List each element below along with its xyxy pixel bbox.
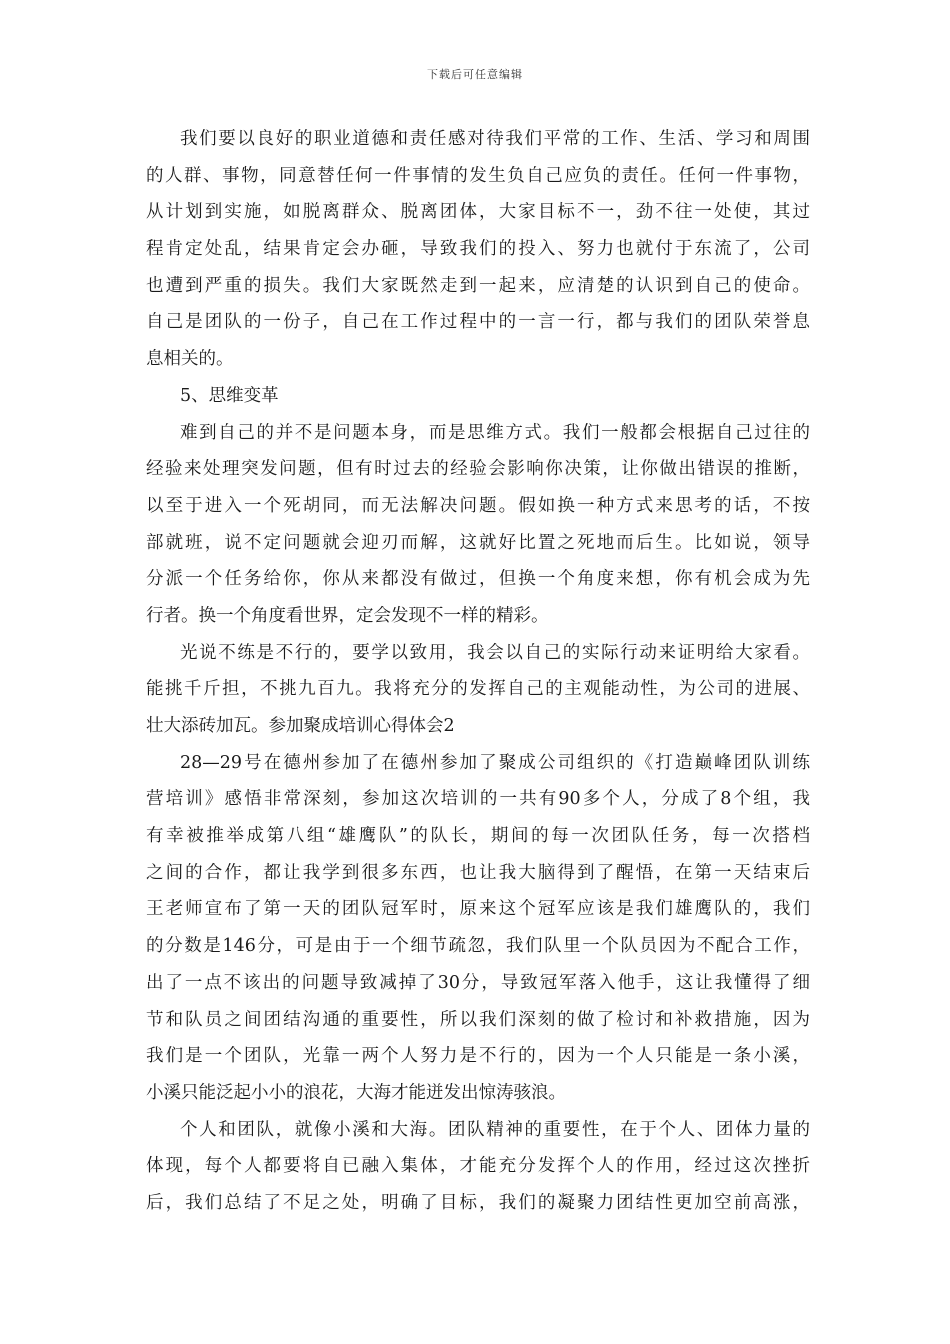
text-line: 经验来处理突发问题，但有时过去的经验会影响你决策，让你做出错误的推断， (146, 459, 810, 480)
text-line: 部就班，说不定问题就会迎刃而解，这就好比置之死地而后生。比如说，领导 (146, 532, 810, 553)
text-line: 从计划到实施，如脱离群众、脱离团体，大家目标不一，劲不往一处使，其过 (146, 202, 810, 223)
page-header: 下载后可任意编辑 (427, 68, 523, 81)
text-line: 营培训》感悟非常深刻，参加这次培训的一共有90多个人，分成了8个组，我 (146, 789, 810, 810)
document-body (146, 121, 810, 1222)
text-line: 难到自己的并不是问题本身，而是思维方式。我们一般都会根据自己过往的 (180, 422, 810, 443)
text-line: 节和队员之间团结沟通的重要性，所以我们深刻的做了检讨和补救措施，因为 (146, 1009, 810, 1030)
text-line: 28—29号在德州参加了在德州参加了聚成公司组织的《打造巅峰团队训练 (180, 752, 810, 773)
text-line: 行者。换一个角度看世界，定会发现不一样的精彩。 (146, 605, 549, 626)
text-line: 5、思维变革 (180, 385, 279, 406)
text-line: 有幸被推举成第八组“雄鹰队”的队长，期间的每一次团队任务，每一次搭档 (146, 826, 810, 847)
text-line: 自己是团队的一份子，自己在工作过程中的一言一行，都与我们的团队荣誉息 (146, 312, 810, 333)
text-line: 出了一点不该出的问题导致减掉了30分，导致冠军落入他手，这让我懂得了细 (146, 972, 810, 993)
text-line: 壮大添砖加瓦。参加聚成培训心得体会2 (146, 716, 455, 736)
text-line: 我们要以良好的职业道德和责任感对待我们平常的工作、生活、学习和周围 (180, 129, 810, 149)
text-line: 的人群、事物，同意替任何一件事情的发生负自己应负的责任。任何一件事物， (146, 165, 810, 186)
text-line: 个人和团队，就像小溪和大海。团队精神的重要性，在于个人、团体力量的 (180, 1119, 810, 1140)
text-line: 息相关的。 (146, 349, 234, 370)
text-line: 能挑千斤担，不挑九百九。我将充分的发挥自己的主观能动性，为公司的进展、 (146, 679, 810, 700)
text-line: 之间的合作，都让我学到很多东西，也让我大脑得到了醒悟，在第一天结束后 (146, 862, 810, 883)
text-line: 光说不练是不行的，要学以致用，我会以自己的实际行动来证明给大家看。 (180, 642, 810, 663)
text-line: 也遭到严重的损失。我们大家既然走到一起来，应清楚的认识到自己的使命。 (146, 275, 810, 296)
text-line: 程肯定处乱，结果肯定会办砸，导致我们的投入、努力也就付于东流了，公司 (146, 239, 810, 260)
text-line: 我们是一个团队，光靠一两个人努力是不行的，因为一个人只能是一条小溪， (146, 1046, 810, 1067)
text-line: 小溪只能泛起小小的浪花，大海才能迸发出惊涛骇浪。 (146, 1082, 566, 1103)
text-line: 体现，每个人都要将自已融入集体，才能充分发挥个人的作用，经过这次挫折 (146, 1156, 810, 1177)
text-line: 后，我们总结了不足之处，明确了目标，我们的凝聚力团结性更加空前高涨， (146, 1192, 810, 1213)
text-line: 分派一个任务给你，你从来都没有做过，但换一个角度来想，你有机会成为先 (146, 569, 810, 590)
text-line: 以至于进入一个死胡同，而无法解决问题。假如换一种方式来思考的话，不按 (146, 495, 810, 516)
text-line: 的分数是146分，可是由于一个细节疏忽，我们队里一个队员因为不配合工作， (146, 936, 810, 957)
text-line: 王老师宣布了第一天的团队冠军时，原来这个冠军应该是我们雄鹰队的，我们 (146, 899, 810, 920)
